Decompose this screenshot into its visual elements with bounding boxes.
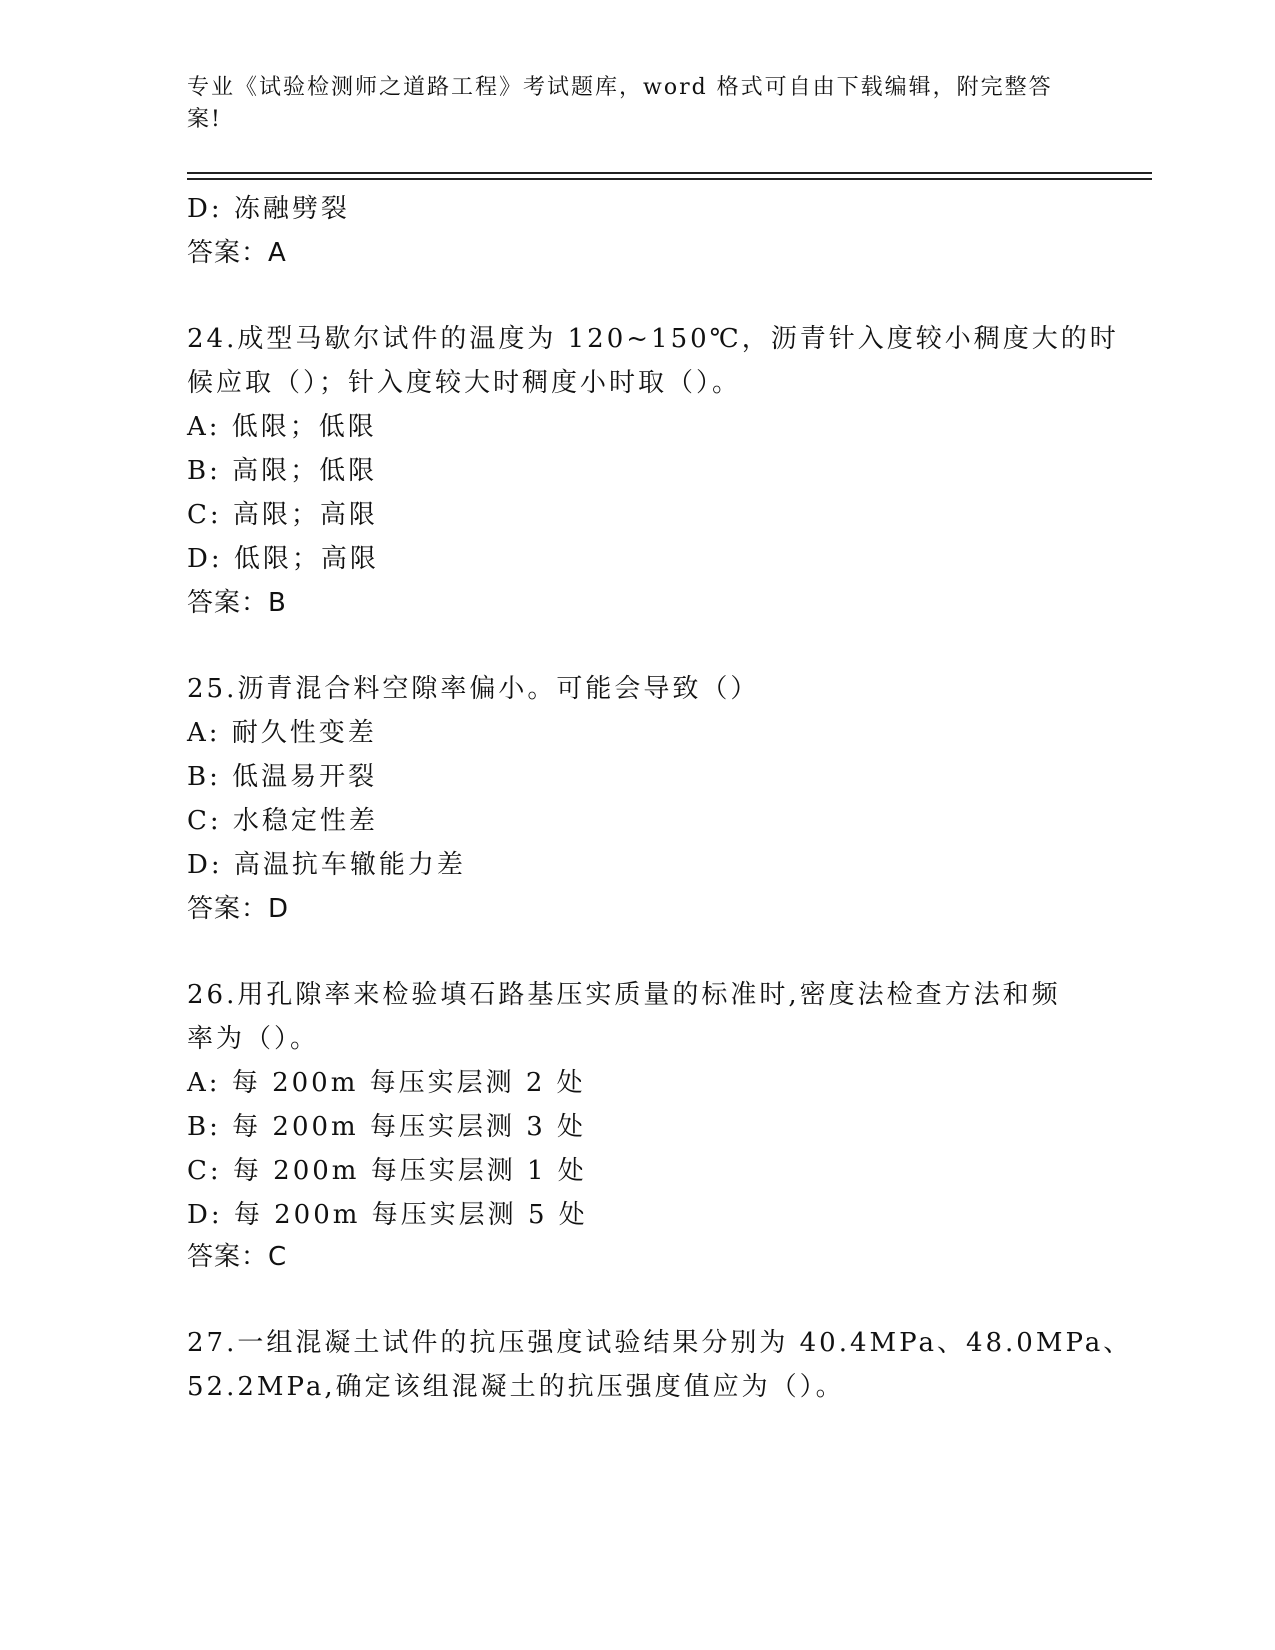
question-26-option-a: A: 每 200m 每压实层测 2 处 [187,1068,586,1098]
header-line-2: 案! [187,107,222,132]
option-d-previous: D: 冻融劈裂 [187,194,350,224]
document-header [187,72,1067,136]
question-26-option-d: D: 每 200m 每压实层测 5 处 [187,1200,588,1230]
question-25-option-a: A: 耐久性变差 [187,718,377,748]
question-24-line-2: 候应取（）；针入度较大时稠度小时取（）。 [187,368,742,398]
header-divider-bottom [187,178,1152,180]
question-24-option-b: B: 高限；低限 [187,456,378,486]
question-26-line-1: 26.用孔隙率来检验填石路基压实质量的标准时,密度法检查方法和频 [187,980,1061,1010]
header-divider-top [187,172,1152,174]
question-26-option-c: C: 每 200m 每压实层测 1 处 [187,1156,587,1186]
question-24-option-a: A: 低限；低限 [187,412,377,442]
question-27-line-1: 27.一组混凝土试件的抗压强度试验结果分别为 40.4MPa、48.0MPa、 [187,1328,1133,1358]
question-24-option-c: C: 高限；高限 [187,500,378,530]
header-line-1: 专业《试验检测师之道路工程》考试题库，word 格式可自由下载编辑，附完整答 [187,75,1053,100]
question-24-answer: 答案：B [187,588,287,618]
question-25-answer: 答案：D [187,894,290,924]
question-25-option-c: C: 水稳定性差 [187,806,378,836]
question-25-option-b: B: 低温易开裂 [187,762,378,792]
question-26-option-b: B: 每 200m 每压实层测 3 处 [187,1112,587,1142]
question-24-option-d: D: 低限；高限 [187,544,379,574]
question-26-answer: 答案：C [187,1242,288,1272]
question-25-line-1: 25.沥青混合料空隙率偏小。可能会导致（） [187,674,760,704]
question-24-line-1: 24.成型马歇尔试件的温度为 120~150℃，沥青针入度较小稠度大的时 [187,324,1119,354]
question-25-option-d: D: 高温抗车辙能力差 [187,850,466,880]
question-27-line-2: 52.2MPa,确定该组混凝土的抗压强度值应为（）。 [187,1372,845,1402]
answer-previous: 答案：A [187,238,287,268]
question-26-line-2: 率为（）。 [187,1024,320,1054]
